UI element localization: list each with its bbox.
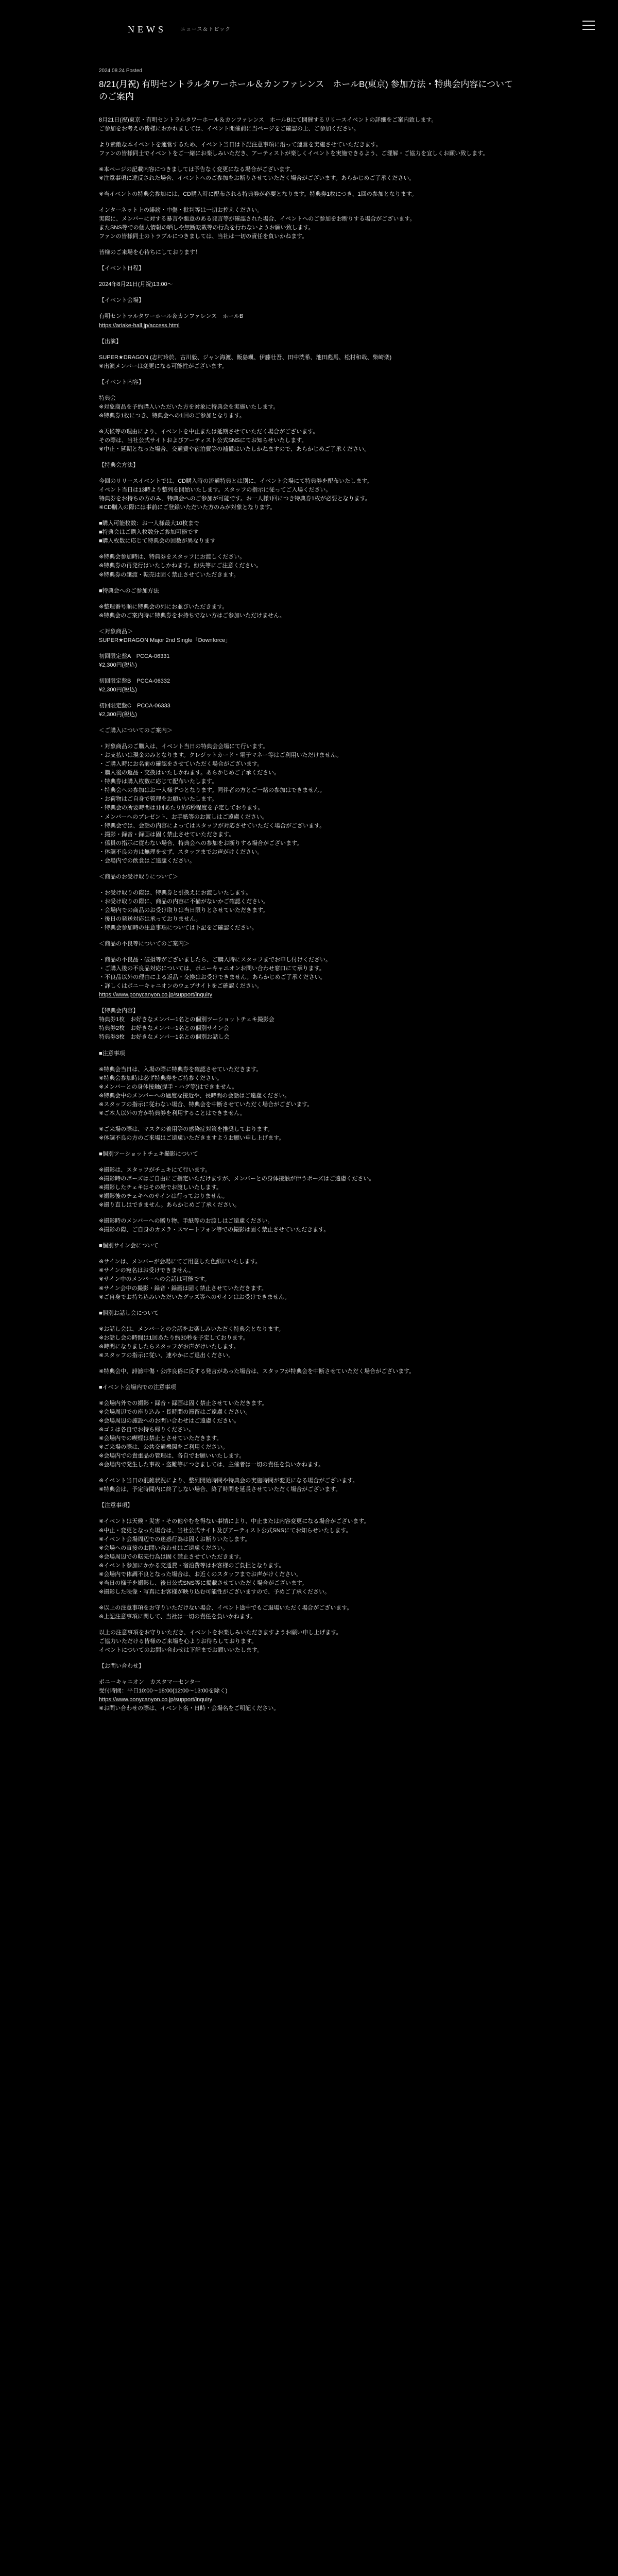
article-line: ※イベント当日の混雑状況により、整列開始時間や特典会の実施時間が変更になる場合がございます。 — [99, 1478, 358, 1484]
article-line: ご参加をお考えの皆様におかれましては、イベント開催前に当ページをご確認の上、ご参加ください。 — [99, 125, 359, 132]
article-paragraph — [99, 702, 519, 719]
article-paragraph — [99, 428, 519, 454]
article-line: ※ご来場の際は、公共交通機関をご利用ください。 — [99, 1444, 229, 1451]
article-line: ・詳しくはポニーキャニオンのウェブサイトをご確認ください。 — [99, 983, 263, 990]
article-paragraph — [99, 956, 519, 999]
article-paragraph — [99, 1501, 519, 1510]
article-paragraph — [99, 312, 519, 330]
article-line: ■イベント会場内での注意事項 — [99, 1384, 176, 1391]
article-line: ・会場内での商品のお受け取りは当日限りとさせていただきます。 — [99, 907, 269, 913]
article-line: ・お受け取りの際に、商品の内容に不備がないかご確認ください。 — [99, 898, 269, 905]
article-line: ※撮影時のメンバーへの贈り物、手紙等のお渡しはご遠慮ください。 — [99, 1218, 273, 1225]
article-line: ■特典会はご購入枚数分ご参加可能です — [99, 529, 199, 536]
article-line: ＜ご購入についてのご案内＞ — [99, 727, 173, 734]
article-line: ※スタッフの指示に従わない場合、特典会を中断させていただく場合がございます。 — [99, 1101, 313, 1108]
article-line: SUPER★DRAGON (志村玲於、古川毅、ジャン海渡、飯島颯、伊藤壮吾、田中洸希、池田彪馬、松村和哉、柴崎楽) — [99, 354, 392, 361]
article-line: ※メンバーとの身体接触(握手・ハグ等)はできません。 — [99, 1083, 238, 1090]
article-paragraph — [99, 296, 519, 305]
article-line: ※会場内での貴重品の管理は、各自でお願いいたします。 — [99, 1453, 245, 1460]
article-line: ※イベントは天候・災害・その他やむを得ない事情により、中止または内容変更になる場合がございます。 — [99, 1518, 370, 1525]
article-line: 【注意事項】 — [99, 1502, 133, 1509]
article-line: ※当日の様子を撮影し、後日公式SNS等に掲載させていただく場合がございます。 — [99, 1580, 307, 1586]
article-line: ※会場内で体調不良となった場合は、お近くのスタッフまでお声がけください。 — [99, 1571, 302, 1578]
article-line: ※特典券の譲渡・転売は固く禁止させていただきます。 — [99, 571, 239, 578]
article-paragraph — [99, 1325, 519, 1360]
article-line: ※ご来場の際は、マスクの着用等の感染症対策を推奨しております。 — [99, 1126, 273, 1132]
article-paragraph — [99, 378, 519, 387]
article-line: ※イベント参加にかかる交通費・宿泊費等はお客様のご負担となります。 — [99, 1562, 285, 1569]
article-line: ※お話し会は、メンバーとの会話をお楽しみいただく特典会となります。 — [99, 1326, 284, 1332]
article-paragraph — [99, 116, 519, 133]
article-line: ※注意事項に違反された場合、イベントへのご参加をお断りさせていただく場合がございます。あらかじめご了承ください。 — [99, 175, 415, 182]
article-line: ■購入可能枚数：お一人様最大10枚まで — [99, 520, 199, 527]
article-line: ¥2,300円(税込) — [99, 686, 137, 693]
article-line: ※お問い合わせの際は、イベント名・日時・会場名をご明記ください。 — [99, 1705, 280, 1712]
article-paragraph — [99, 652, 519, 670]
article-line: ・後日の発送対応は承っておりません。 — [99, 916, 201, 922]
article-line: ※スタッフの指示に従い、速やかにご退出ください。 — [99, 1352, 234, 1359]
article-line: 【お問い合わせ】 — [99, 1663, 144, 1670]
article-line: ・メンバーへのプレゼント、お手紙等のお渡しはご遠慮ください。 — [99, 814, 268, 820]
article-line: 【出演】 — [99, 338, 122, 345]
article-line: ※サインの宛名はお受けできません。 — [99, 1267, 195, 1274]
article-line: ・特典会への参加はお一人様ずつとなります。同伴者の方とご一緒の参加はできません。 — [99, 787, 325, 794]
article-paragraph — [99, 677, 519, 694]
article-line: 8月21日(祝)東京・有明セントラルタワーホール＆カンファレンス ホールBにて開催するリリースイベントの詳細をご案内致します。 — [99, 116, 437, 123]
article-line: ※お話し会の時間は1回あたり約30秒を予定しております。 — [99, 1334, 249, 1341]
article-body — [99, 116, 519, 1714]
article-line: ※本ページの記載内容につきましては予告なく変更になる場合がございます。 — [99, 166, 296, 173]
article-line: ※ご本人以外の方が特典券を利用することはできません。 — [99, 1110, 246, 1116]
article-paragraph — [99, 873, 519, 882]
article-paragraph — [99, 742, 519, 866]
article-paragraph — [99, 587, 519, 596]
article-line: 初回限定盤C PCCA-06333 — [99, 702, 170, 709]
article-line: ※特典会中、誹謗中傷・公序良俗に反する発言があった場合は、スタッフが特典会を中断させていただく場合がございます。 — [99, 1368, 415, 1375]
article-paragraph — [99, 940, 519, 948]
article-line: ※対象商品を予約購入いただいた方を対象に特典会を実施いたします。 — [99, 403, 279, 410]
article-line: 以上の注意事項をお守りいただき、イベントをお楽しみいただきますようお願い申し上げます。 — [99, 1629, 342, 1636]
article-line: 受付時間：平日10:00〜18:00(12:00〜13:00を除く) — [99, 1688, 228, 1694]
article-paragraph — [99, 628, 519, 645]
article-line: ・お支払いは現金のみとなります。クレジットカード・電子マネー等はご利用いただけません。 — [99, 752, 342, 759]
article-line: 皆様のご来場を心待ちにしております！ — [99, 249, 201, 256]
article-line: ＜対象商品＞ — [99, 628, 133, 635]
article-line: ・会場内での飲食はご遠慮ください。 — [99, 857, 195, 864]
article-paragraph — [99, 1166, 519, 1210]
article-paragraph — [99, 280, 519, 289]
article-line: ※特典会のご案内時に特典券をお持ちでない方はご参加いただけません。 — [99, 612, 285, 619]
article-paragraph — [99, 1662, 519, 1671]
article-line: ポニーキャニオン カスタマーセンター — [99, 1679, 201, 1686]
article-paragraph — [99, 1367, 519, 1376]
article-paragraph — [99, 1242, 519, 1250]
article-line: ・ご購入後の不良品対応については、ポニーキャニオンお問い合わせ窓口にて承ります。 — [99, 965, 325, 972]
article-line: ※撮影は、スタッフがチェキにて行います。 — [99, 1167, 211, 1173]
article-line: その際は、当社公式サイトおよびアーティスト公式SNSにてお知らせいたします。 — [99, 437, 307, 444]
article-line: ■個別サイン会について — [99, 1243, 159, 1249]
article-line: ※会場内での喫煙は禁止とさせていただきます。 — [99, 1435, 222, 1442]
article-line: ＜商品の不良等についてのご案内＞ — [99, 941, 190, 947]
article-paragraph — [99, 889, 519, 933]
article-line: 初回限定盤B PCCA-06332 — [99, 677, 170, 684]
article-paragraph — [99, 1065, 519, 1118]
article-line: ・お受け取りの際は、特典券と引換えにお渡しいたします。 — [99, 889, 252, 896]
article-line: ※ご自身でお持ち込みいただいたグッズ等へのサインはお受けできません。 — [99, 1294, 290, 1300]
article-line: ※イベント会場周辺での迷惑行為は固くお断りいたします。 — [99, 1536, 251, 1543]
news-article — [99, 67, 519, 1720]
article-paragraph — [99, 726, 519, 735]
article-line: ※天候等の理由により、イベントを中止または延期させていただく場合がございます。 — [99, 428, 319, 435]
article-line: ※サイン会中の撮影・録音・録画は固く禁止させていただきます。 — [99, 1285, 267, 1292]
article-line: ※体調不良の方のご来場はご遠慮いただきますようお願い申し上げます。 — [99, 1134, 285, 1141]
article-line: ※特典券の再発行はいたしかねます。紛失等にご注意ください。 — [99, 563, 262, 569]
article-line: ・ご購入時にお名前の確認をさせていただく場合がございます。 — [99, 761, 263, 768]
article-paragraph — [99, 1309, 519, 1318]
article-paragraph — [99, 1399, 519, 1469]
article-line: ※整理番号順に特典会の列にお並びいただきます。 — [99, 603, 228, 610]
article-line: ファンの皆様同士のトラブルにつきましては、当社は一切の責任を負いかねます。 — [99, 233, 308, 240]
article-line: 特典券をお持ちの方のみ、特典会へのご参加が可能です。お一人様1回につき特典券1枚が必要となります。 — [99, 496, 371, 502]
article-line: 実際に、メンバーに対する暴言や悪意のある発言等が確認された場合、イベントへのご参加をお断りする場合がございます。 — [99, 216, 416, 223]
article-line: 2024年8月21日(月祝)13:00〜 — [99, 281, 173, 288]
article-line: ・特典会では、会話の内容によってはスタッフが対応させていただく場合がございます。 — [99, 822, 325, 829]
article-paragraph — [99, 461, 519, 470]
article-line: ※会場内で発生した事故・盗難等につきましては、主催者は一切の責任を負いかねます。 — [99, 1462, 324, 1468]
article-line: ※時間になりましたらスタッフがお声がけいたします。 — [99, 1343, 239, 1350]
article-line: ファンの皆様同士でイベントをご一緒にお楽しみいただき、アーティストが楽しくイベントを実施できるよう、ご理解・ご協力を宜しくお願い致します。 — [99, 150, 489, 157]
article-line: ※特典会参加時は、特典券をスタッフにお渡しください。 — [99, 554, 246, 561]
article-paragraph — [99, 1517, 519, 1596]
article-line: インターネット上の誹謗・中傷・批判等は一切お控えください。 — [99, 207, 263, 214]
article-line: ※ゴミは各自でお持ち帰りください。 — [99, 1427, 195, 1433]
article-line: ※CD購入の際には事前にご登録いただいた方のみが対象となります。 — [99, 504, 276, 511]
article-line: ¥2,300円(税込) — [99, 711, 137, 718]
article-line: ※撮影の際、ご自身のカメラ・スマートフォン等での撮影は固く禁止させていただきます。 — [99, 1227, 330, 1233]
article-line: ※特典券1枚につき、特典会への1回のご参加となります。 — [99, 412, 245, 419]
article-line: ※中止・延期となった場合、交通費や宿泊費等の補償はいたしかねますので、あらかじめご了承ください。 — [99, 446, 370, 452]
post-date: 2024.08.24 Posted — [99, 68, 142, 74]
article-line: ■購入枚数に応じて特典会の回数が異なります — [99, 538, 216, 545]
article-link[interactable]: https://ariake-hall.jp/access.html — [99, 322, 180, 329]
article-line: 特典券3枚 お好きなメンバー1名との個別お話し会 — [99, 1034, 230, 1041]
article-line: ・商品の不良品・破損等がございましたら、ご購入時にスタッフまでお申し付けください。 — [99, 957, 331, 963]
article-paragraph — [99, 394, 519, 420]
article-paragraph — [99, 1007, 519, 1042]
article-line: ※出演メンバーは変更になる可能性がございます。 — [99, 363, 228, 369]
article-line: ※当イベントの特典会参加には、CD購入時に配布される特典券が必要となります。特典券1枚につき、1回の参加となります。 — [99, 191, 417, 198]
article-paragraph — [99, 1125, 519, 1143]
article-line: ※会場への直接のお問い合わせはご遠慮ください。 — [99, 1545, 229, 1551]
article-line: ・撮影・録音・録画は固く禁止させていただきます。 — [99, 831, 235, 838]
article-line: ※上記注意事項に関して、当社は一切の責任を負いかねます。 — [99, 1613, 256, 1620]
article-line: 【特典会内容】 — [99, 1008, 139, 1014]
article-line: 特典券1枚 お好きなメンバー1名との個別ツーショットチェキ撮影会 — [99, 1016, 274, 1023]
article-line: ※特典会当日は、入場の際に特典券を確認させていただきます。 — [99, 1066, 262, 1073]
article-line: ・購入後の返品・交換はいたしかねます。あらかじめご了承ください。 — [99, 770, 280, 776]
article-line: イベント当日は13時より整列を開始いたします。スタッフの指示に従ってご入場ください。 — [99, 487, 332, 494]
article-paragraph — [99, 603, 519, 620]
article-line: ※サインは、メンバーが会場にてご用意した色紙にいたします。 — [99, 1259, 261, 1265]
article-line: ・不良品以外の理由による返品・交換はお受けできません。あらかじめご了承ください。 — [99, 974, 326, 981]
post-title: 8/21(月祝) 有明セントラルタワーホール＆カンファレンス ホールB(東京) 参加方法・特典会内容についてのご案内 — [99, 79, 513, 102]
page-title: NEWS — [128, 24, 166, 35]
article-line: ・係員の指示に従わない場合、特典会への参加をお断りする場合がございます。 — [99, 840, 303, 846]
hamburger-icon[interactable] — [582, 21, 595, 31]
article-line: ※会場内外での撮影・録音・録画は固く禁止させていただきます。 — [99, 1400, 268, 1406]
article-line: ・体調不良の方は無理をせず、スタッフまでお声がけください。 — [99, 849, 263, 855]
article-paragraph — [99, 1150, 519, 1159]
article-paragraph — [99, 1477, 519, 1494]
article-line: ・お荷物はご自身で管理をお願いいたします。 — [99, 796, 218, 803]
article-line: ※特典会は、予定時間内に終了しない場合、終了時間を延長させていただく場合がございます。 — [99, 1486, 341, 1493]
article-line: ※会場周辺での座り込み・長時間の滞留はご遠慮ください。 — [99, 1409, 251, 1415]
article-line: ※撮影したチェキはその場でお渡しいたします。 — [99, 1184, 222, 1191]
article-paragraph — [99, 264, 519, 273]
article-line: ■注意事項 — [99, 1050, 125, 1057]
article-line: イベントについてのお問い合わせは下記までお願いいたします。 — [99, 1647, 263, 1654]
article-line: 【特典会方法】 — [99, 462, 139, 469]
article-line: ※以上の注意事項をお守りいただけない場合、イベント途中でもご退場いただく場合がございます。 — [99, 1604, 353, 1611]
article-paragraph — [99, 1383, 519, 1392]
site-header — [0, 0, 618, 57]
article-paragraph — [99, 1678, 519, 1713]
article-paragraph — [99, 1217, 519, 1234]
article-paragraph — [99, 477, 519, 512]
article-line: 初回限定盤A PCCA-06331 — [99, 653, 170, 659]
article-paragraph — [99, 1629, 519, 1655]
article-line: ※撮影後のチェキへのサインは行っておりません。 — [99, 1193, 228, 1200]
article-paragraph — [99, 337, 519, 346]
article-line: ※会場周辺の施設へのお問い合わせはご遠慮ください。 — [99, 1418, 240, 1425]
article-line: またSNS等での個人情報の晒しや無断転載等の行為を行わないようお願い致します。 — [99, 225, 314, 231]
article-line: ご協力いただける皆様のご来場を心よりお待ちしております。 — [99, 1638, 258, 1645]
article-link[interactable]: https://www.ponycanyon.co.jp/support/inquiry — [99, 1697, 213, 1703]
article-paragraph — [99, 190, 519, 199]
article-line: SUPER★DRAGON Major 2nd Single「Downforce」 — [99, 637, 231, 643]
article-line: ※特典会中のメンバーへの過度な接近や、長時間の会話はご遠慮ください。 — [99, 1092, 290, 1099]
article-line: 特典会 — [99, 395, 116, 401]
article-line: ■特典会へのご参加方法 — [99, 587, 159, 594]
article-line: ※撮影した映像・写真にお客様が映り込む可能性がございますので、予めご了承ください。 — [99, 1588, 330, 1595]
article-line: ※サイン中のメンバーへの会話は可能です。 — [99, 1276, 210, 1283]
article-line: 有明セントラルタワーホール＆カンファレンス ホールB — [99, 313, 244, 320]
article-line: ※会場周辺での転売行為は固く禁止させていただきます。 — [99, 1553, 245, 1560]
article-line: より素敵な本イベントを運営するため、イベント当日は下記注意事項に沿って運営を実施させていただきます。 — [99, 141, 382, 148]
article-line: ■個別ツーショットチェキ撮影について — [99, 1150, 198, 1157]
article-paragraph — [99, 553, 519, 579]
article-line: ¥2,300円(税込) — [99, 662, 137, 668]
article-paragraph — [99, 1049, 519, 1058]
article-line: ※撮影時のポーズはご自由にご指定いただけますが、メンバーとの身体接触が伴うポーズはご遠慮ください。 — [99, 1176, 375, 1182]
article-line: ＜商品のお受け取りについて＞ — [99, 873, 178, 880]
article-paragraph — [99, 165, 519, 183]
article-line: ・対象商品のご購入は、イベント当日の特典会会場にて行います。 — [99, 743, 269, 750]
article-paragraph — [99, 206, 519, 241]
article-line: ※中止・変更となった場合は、当社公式サイト及びアーティスト公式SNSにてお知らせいたします。 — [99, 1527, 352, 1534]
article-paragraph — [99, 1258, 519, 1301]
article-line: 特典券2枚 お好きなメンバー1名との個別サイン会 — [99, 1025, 229, 1032]
article-line: ※特典会参加時は必ず特典券をご持参ください。 — [99, 1075, 223, 1081]
article-line: ■個別お話し会について — [99, 1310, 159, 1316]
article-paragraph — [99, 519, 519, 546]
article-line: ※撮り直しはできません。あらかじめご了承ください。 — [99, 1202, 240, 1209]
article-paragraph — [99, 141, 519, 158]
article-link[interactable]: https://www.ponycanyon.co.jp/support/inquiry — [99, 992, 213, 998]
article-line: ・特典券は購入枚数に応じて配布いたします。 — [99, 778, 218, 785]
article-line: 【イベント内容】 — [99, 379, 144, 385]
article-paragraph — [99, 353, 519, 371]
article-line: ・特典会参加時の注意事項については下記をご確認ください。 — [99, 925, 258, 931]
article-paragraph — [99, 248, 519, 257]
article-line: 【イベント会場】 — [99, 297, 144, 304]
page-subtitle: ニュース＆トピック — [180, 27, 231, 32]
article-line: 【イベント日程】 — [99, 265, 144, 272]
article-line: ・特典会の所要時間は1回あたり約5秒程度を予定しております。 — [99, 805, 264, 811]
article-paragraph — [99, 1604, 519, 1621]
article-line: 今回のリリースイベントでは、CD購入時の流通特典とは別に、イベント会場にて特典券を配布いたします。 — [99, 478, 373, 485]
